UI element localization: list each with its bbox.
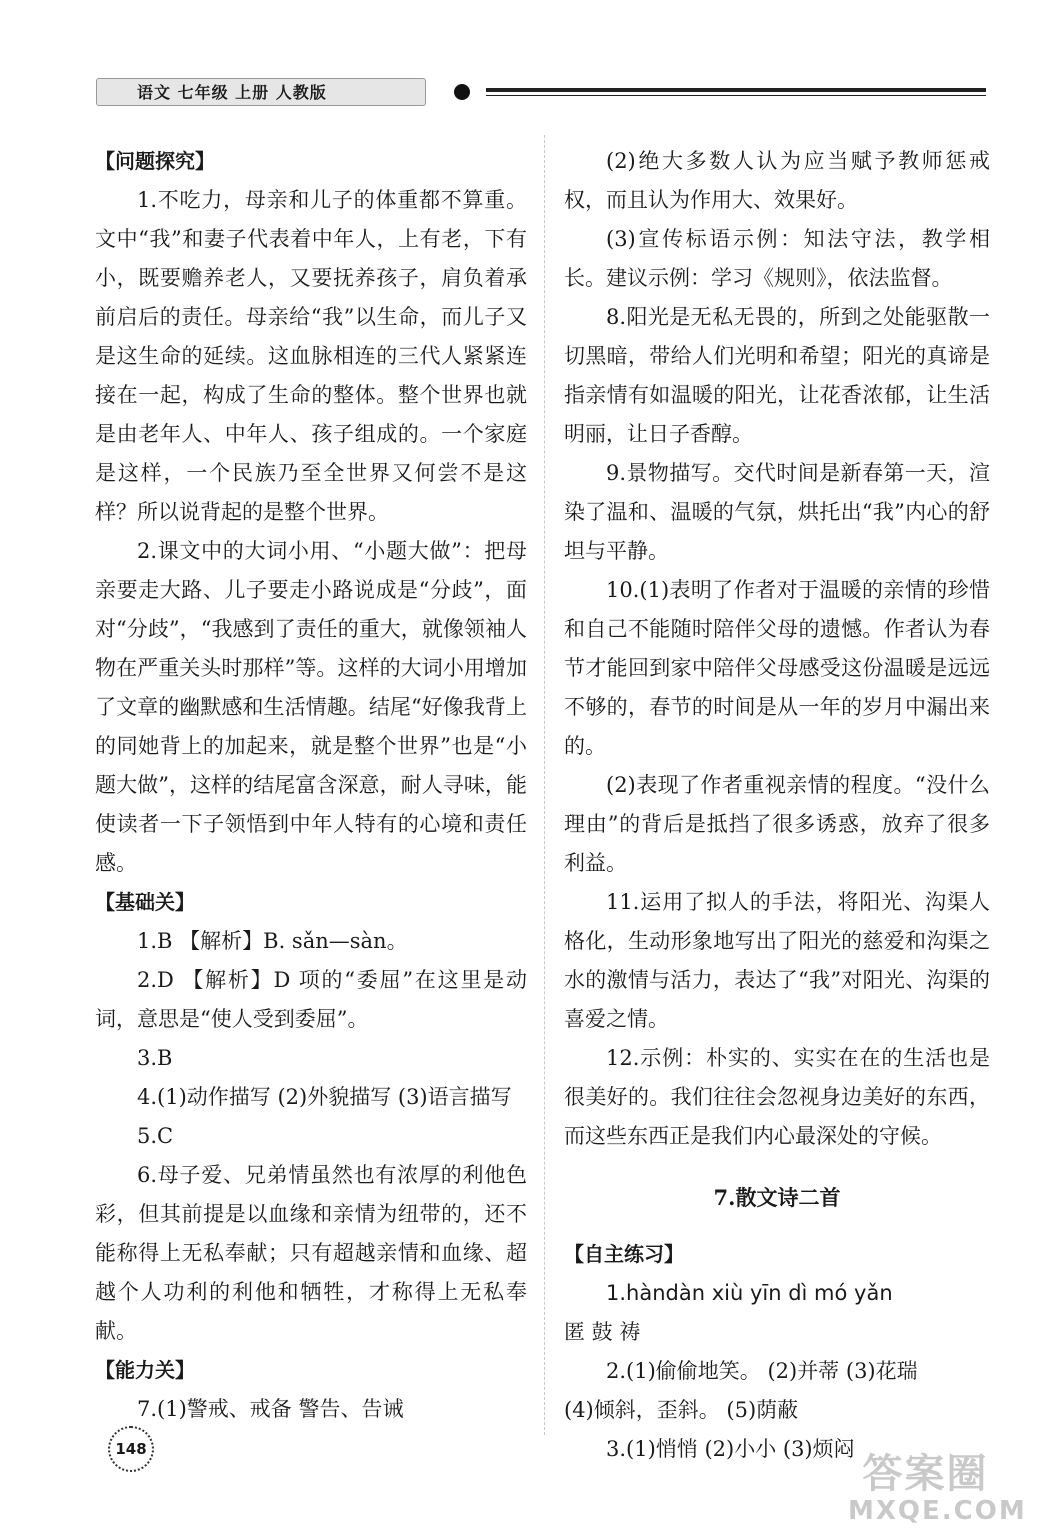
answer-q3: 3.B xyxy=(137,1046,173,1070)
answer-q8: 8.阳光是无私无畏的，所到之处能驱散一切黑暗，带给人们光明和希望；阳光的真谛是指亲情有如温暖的阳光，让花香浓郁，让生活明丽，让日子香醇。 xyxy=(564,305,990,446)
answer-q4: 4.(1)动作描写 (2)外貌描写 (3)语言描写 xyxy=(137,1085,512,1109)
header-dot-decoration xyxy=(454,84,470,100)
watermark-top-text: 答案圈 xyxy=(862,1451,989,1497)
answer-q12: 12.示例：朴实的、实实在在的生活也是很美好的。我们往往会忽视身边美好的东西，而这些东西正是我们内心最深处的守候。 xyxy=(564,1046,990,1148)
header-tab: 语文 七年级 上册 人教版 xyxy=(96,78,426,106)
header-rule-thick xyxy=(486,88,986,92)
answer-s2-line1: 2.(1)偷偷地笑。 (2)并蒂 (3)花瑞 xyxy=(606,1359,918,1383)
section-heading-problem-inquiry: 【问题探究】 xyxy=(95,149,215,173)
answer-q10-part1: 10.(1)表明了作者对于温暖的亲情的珍惜和自己不能随时陪伴父母的遗憾。作者认为春节才能回到家中陪伴父母感受这份温暖是远远不够的，春节的时间是从一年的岁月中漏出来的。 xyxy=(564,578,990,758)
answer-paragraph-1: 1.不吃力，母亲和儿子的体重都不算重。文中“我”和妻子代表着中年人，上有老，下有小，既要赡养老人，又要抚养孩子，肩负着承前启后的责任。母亲给“我”以生命，而儿子又是这生命的延续。这血脉相连的三代人紧紧连接在一起，构成了生命的整体。整个世界也就是由老年人、中年人、孩子组成的。一个家庭是这样，一个民族乃至全世界又何尝不是这样？所以说背起的是整个世界。 xyxy=(95,188,527,524)
answer-s1-chars: 匿 鼓 祷 xyxy=(564,1320,641,1344)
answer-paragraph-2: 2.课文中的大词小用、“小题大做”：把母亲要走大路、儿子要走小路说成是“分歧”，面对“分歧”，“我感到了责任的重大，就像领袖人物在严重关头时那样”等。这样的大词小用增加了文章的幽默感和生活情趣。结尾“好像我背上的同她背上的加起来，就是整个世界”也是“小题大做”，这样的结尾富含深意，耐人寻味，能使读者一下子领悟到中年人特有的心境和责任感。 xyxy=(95,539,527,875)
answer-q7-part2: (2)绝大多数人认为应当赋予教师惩戒权，而且认为作用大、效果好。 xyxy=(564,149,990,212)
answer-q5: 5.C xyxy=(137,1124,174,1148)
answer-q7: 7.(1)警戒、戒备 警告、告诫 xyxy=(137,1397,404,1421)
answer-q11: 11.运用了拟人的手法，将阳光、沟渠人格化，生动形象地写出了阳光的慈爱和沟渠之水的激情与活力，表达了“我”对阳光、沟渠的喜爱之情。 xyxy=(564,890,990,1031)
watermark-bottom-text: MXQE.COM xyxy=(848,1496,1027,1526)
answer-q6: 6.母子爱、兄弟情虽然也有浓厚的利他色彩，但其前提是以血缘和亲情为纽带的，还不能称得上无私奉献；只有超越亲情和血缘、超越个人功利的利他和牺牲，才称得上无私奉献。 xyxy=(95,1163,527,1343)
answer-s2-line2: (4)倾斜，歪斜。 (5)荫蔽 xyxy=(564,1398,799,1422)
right-column xyxy=(564,142,990,1469)
answer-q2: 2.D 【解析】D 项的“委屈”在这里是动词，意思是“使人受到委屈”。 xyxy=(95,968,527,1031)
column-divider xyxy=(544,135,545,1435)
answer-q1: 1.B 【解析】B. sǎn—sàn。 xyxy=(137,929,408,953)
answer-s1-pinyin: 1.hàndàn xiù yīn dì mó yǎn xyxy=(606,1281,893,1305)
page-number-badge: 148 xyxy=(108,1426,154,1472)
answer-q9: 9.景物描写。交代时间是新春第一天，渲染了温和、温暖的气氛，烘托出“我”内心的舒坦与平静。 xyxy=(564,461,990,563)
lesson-title: 7.散文诗二首 xyxy=(713,1185,841,1210)
watermark-logo xyxy=(848,1451,1027,1528)
section-heading-self-practice: 【自主练习】 xyxy=(564,1242,684,1266)
answer-s3: 3.(1)悄悄 (2)小小 (3)烦闷 xyxy=(606,1437,855,1461)
header-rule-thin xyxy=(486,95,986,96)
section-heading-ability: 【能力关】 xyxy=(95,1358,195,1382)
section-heading-basics: 【基础关】 xyxy=(95,890,195,914)
answer-q10-part2: (2)表现了作者重视亲情的程度。“没什么理由”的背后是抵挡了很多诱惑，放弃了很多利益。 xyxy=(564,773,990,875)
answer-q7-part3: (3)宣传标语示例：知法守法，教学相长。建议示例：学习《规则》，依法监督。 xyxy=(564,227,990,290)
left-column xyxy=(95,142,527,1429)
